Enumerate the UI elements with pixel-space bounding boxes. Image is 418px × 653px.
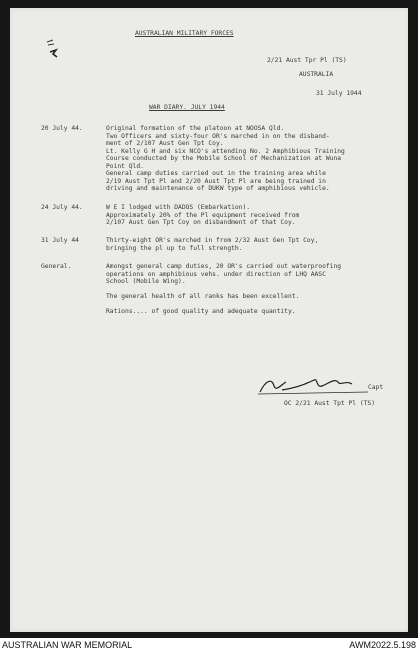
entry-line: driving and maintenance of DUKW type of amphibious vehicle. (106, 185, 330, 192)
entry-line: Original formation of the platoon at NOOSA Qld. (106, 125, 285, 132)
signature-rank: Capt (368, 384, 384, 391)
entry-line: 2/19 Aust Tpt Pl and 2/20 Aust Tpt Pl are being trained in (106, 177, 326, 185)
entry-line: Amongst general camp duties, 20 OR's carried out waterproofing (106, 263, 342, 270)
entry-line: Course conducted by the Mobile School of Mechanization at Wuna (106, 155, 342, 162)
entry-date: 31 July 44 (41, 237, 79, 244)
unit-designation: 2/21 Aust Tpr Pl (TS) (267, 57, 347, 64)
health-note: The general health of all ranks has been excellent. (106, 293, 300, 300)
entry-line: W E I lodged with DADOS (Embarkation). (106, 204, 251, 211)
entry-line: Approximately 20% of the Pl equipment received from (106, 211, 300, 219)
punch-hole-mark (44, 36, 58, 62)
document-page (10, 8, 408, 632)
location: AUSTRALIA (299, 71, 334, 78)
entry-line: Point Qld. (106, 162, 144, 170)
entry-date: 20 July 44. (41, 125, 83, 132)
entry-line: Two Officers and sixty-four OR's marched in on the disband- (106, 132, 330, 140)
entry-line: School (Mobile Wing). (106, 278, 186, 285)
handwritten-signature (256, 374, 376, 398)
rations-note: Rations.... of good quality and adequate quantity. (106, 308, 296, 315)
diary-title: WAR DIARY. JULY 1944 (149, 104, 225, 111)
entry-line: operations on amphibious vehs. under direction of LHQ AASC (106, 270, 326, 278)
document-date: 31 July 1944 (316, 90, 362, 97)
signature-title: OC 2/21 Aust Tpt Pl (TS) (284, 400, 375, 407)
entry-line: bringing the pl up to full strength. (106, 244, 243, 252)
entry-line: Thirty-eight OR's marched in from 2/32 Aust Gen Tpt Coy, (106, 237, 319, 244)
entry-line: Lt. Kelly G H and six NCO's attending No. 2 Amphibious Training (106, 147, 345, 155)
archive-reference: AWM2022.5.198 (349, 640, 416, 650)
archive-source: AUSTRALIAN WAR MEMORIAL (2, 640, 133, 650)
entry-line: 2/107 Aust Gen Tpt Coy on disbandment of that Coy. (106, 219, 296, 226)
entry-line: ment of 2/107 Aust Gen Tpt Coy. (106, 140, 224, 147)
archive-footer (0, 638, 418, 653)
entry-line: General camp duties carried out in the training area while (106, 170, 326, 177)
entry-date: General. (41, 263, 72, 270)
header-title: AUSTRALIAN MILITARY FORCES (135, 30, 234, 37)
entry-date: 24 July 44. (41, 204, 83, 211)
